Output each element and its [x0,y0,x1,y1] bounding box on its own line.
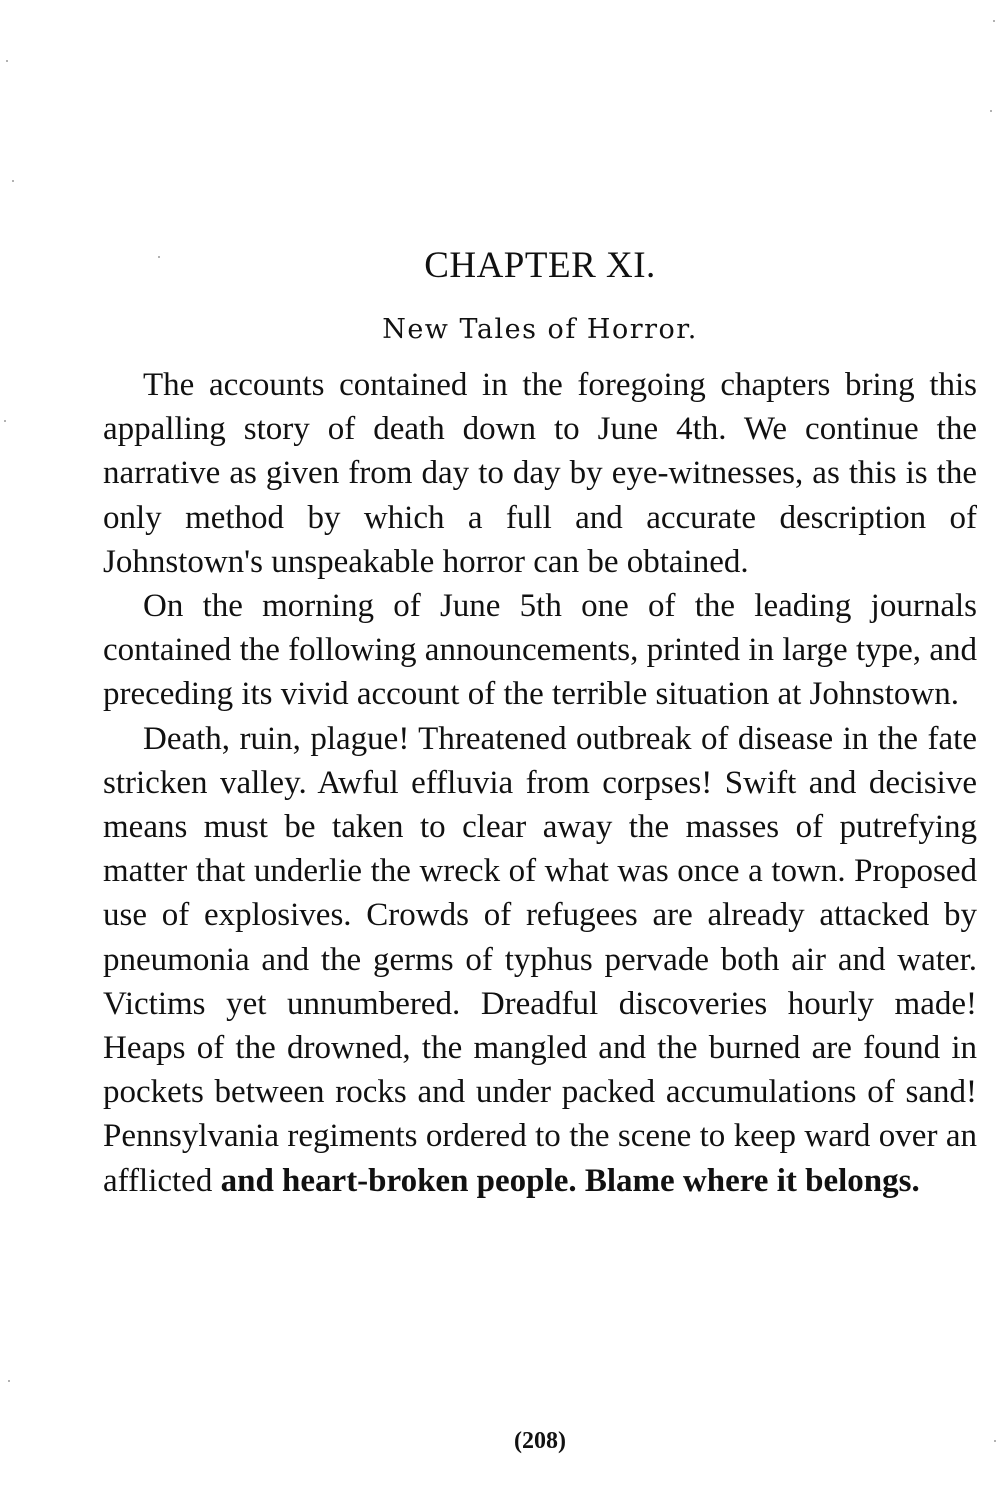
body-text [103,363,977,1203]
page-number: (208) [514,1428,566,1454]
paragraph-text: Death, ruin, plague! Threatened outbreak of disease in the fate stricken valley. Awful effluvia from corpses! Swift and decisive means must be taken to clear away the masses of putrefying matter that underlie the wreck of what was once a town. Proposed use of explosives. Crowds of refugees are already attacked by pneumonia and the germs of typhus pervade both air and water. Victims yet unnumbered. Dreadful discoveries hourly made! Heaps of the drowned, the mangled and the burned are found in pockets between rocks and under packed accumulations of sand! Pennsylvania regiments ordered to the scene to keep ward over an afflicted [103,720,977,1199]
paragraph: The accounts contained in the foregoing chapters bring this appalling story of death down to June 4th. We continue the narrative as given from day to day by eye-witnesses, as this is the only method by which a full and accurate description of Johnstown's unspeakable horror can be obtained. [103,367,977,580]
paragraph: On the morning of June 5th one of the leading journals contained the following announcements, printed in large type, and preceding its vivid account of the terrible situation at Johnstown. [103,588,977,713]
paragraph-last [103,717,977,1203]
scan-speck [158,256,160,258]
chapter-subheading: New Tales of Horror. [382,314,698,345]
scan-speck [990,110,992,112]
scan-speck [12,180,14,182]
chapter-heading: CHAPTER XI. [424,245,656,286]
scan-speck [993,20,995,22]
scan-speck [8,1380,10,1382]
scan-speck [4,420,6,422]
paragraph-tail: and heart-broken people. Blame where it belongs. [220,1162,920,1199]
scan-speck [994,1440,996,1442]
scan-speck [6,60,8,62]
